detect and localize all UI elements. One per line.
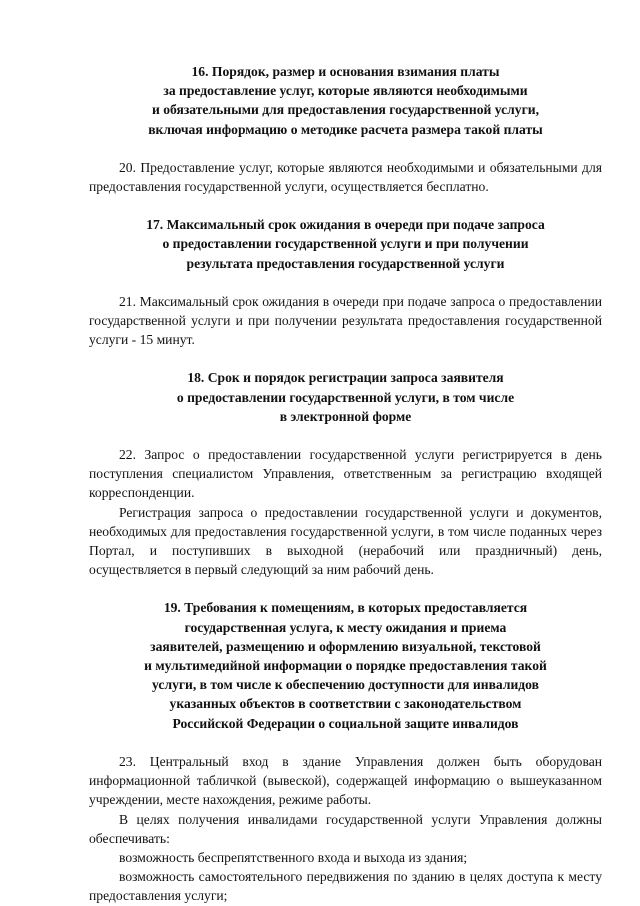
heading-line: включая информацию о методике расчета размера такой платы bbox=[148, 121, 543, 137]
section-heading-17 bbox=[89, 215, 602, 273]
heading-line: и обязательными для предоставления государственной услуги, bbox=[152, 102, 539, 118]
heading-line: 16. Порядок, размер и основания взимания платы bbox=[191, 64, 500, 79]
heading-line: и мультимедийной информации о порядке предоставления такой bbox=[144, 658, 547, 674]
section-heading-19 bbox=[89, 598, 602, 732]
section-heading-16 bbox=[89, 62, 602, 139]
section-heading-18 bbox=[89, 368, 602, 426]
heading-line: Российской Федерации о социальной защите инвалидов bbox=[172, 715, 519, 731]
paragraph-registration: Регистрация запроса о предоставлении государственной услуги и документов, необходимых для предоставления государственной услуги, в том числе поданных через Портал, и поступивших в выходной (нерабочий или праздничный) день, осуществляется в первый следующий за ним рабочий день. bbox=[89, 504, 602, 578]
heading-line: услуги, в том числе к обеспечению доступности для инвалидов bbox=[152, 677, 539, 693]
paragraph-entry-exit: возможность беспрепятственного входа и выхода из здания; bbox=[119, 849, 468, 865]
heading-line: о предоставлении государственной услуги и при получении bbox=[162, 236, 529, 252]
paragraph-21: 21. Максимальный срок ожидания в очереди при подаче запроса о предоставлении государственной услуги и при получении результата предоставления государственной услуги - 15 минут. bbox=[89, 293, 602, 348]
heading-line: результата предоставления государственной услуги bbox=[186, 255, 505, 271]
heading-line: заявителей, размещению и оформлению визуальной, текстовой bbox=[150, 638, 541, 654]
heading-line: о предоставлении государственной услуги, в том числе bbox=[176, 389, 515, 405]
paragraph-22: 22. Запрос о предоставлении государственной услуги регистрируется в день поступления специалистом Управления, ответственным за регистрацию входящей корреспонденции. bbox=[89, 447, 602, 501]
heading-line: 19. Требования к помещениям, в которых предоставляется bbox=[163, 600, 528, 616]
heading-line: 17. Максимальный срок ожидания в очереди при подаче запроса bbox=[146, 217, 545, 233]
paragraph-20: 20. Предоставление услуг, которые являются необходимыми и обязательными для предоставления государственной услуги, осуществляется бесплатно. bbox=[89, 159, 602, 195]
paragraph-disabled-access: В целях получения инвалидами государственной услуги Управления должны обеспечивать: bbox=[89, 811, 602, 846]
paragraph-movement: возможность самостоятельного передвижения по зданию в целях доступа к месту предоставления услуги; bbox=[89, 869, 602, 904]
heading-line: в электронной форме bbox=[279, 408, 412, 424]
heading-line: указанных объектов в соответствии с законодательством bbox=[169, 696, 522, 712]
heading-line: 18. Срок и порядок регистрации запроса заявителя bbox=[187, 370, 504, 386]
heading-line: государственная услуга, к месту ожидания и приема bbox=[184, 619, 507, 635]
paragraph-23: 23. Центральный вход в здание Управления должен быть оборудован информационной табличкой (вывеской), содержащей информацию о вышеуказанном учреждении, месте нахождения, режиме работы. bbox=[89, 753, 602, 808]
heading-line: за предоставление услуг, которые являются необходимыми bbox=[163, 83, 528, 99]
